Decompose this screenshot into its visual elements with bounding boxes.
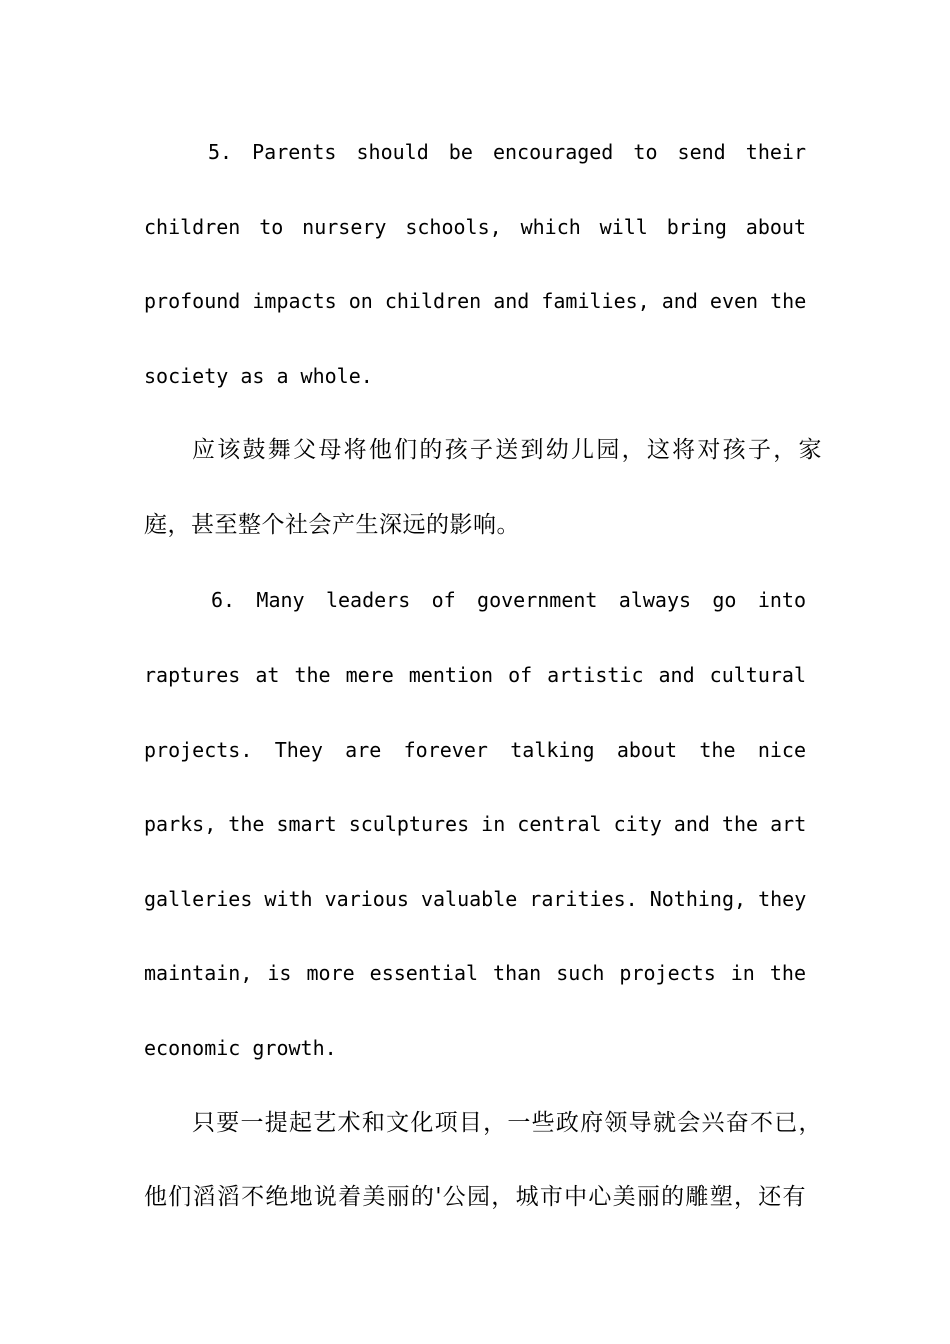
text-line: 应该鼓舞父母将他们的孩子送到幼儿园，这将对孩子，家 — [192, 437, 822, 463]
text-line: raptures at the mere mention of artistic and cultural — [144, 663, 806, 687]
text-line: maintain, is more essential than such projects in the — [144, 961, 806, 985]
text-line: projects. They are forever talking about the nice — [144, 738, 806, 762]
text-line: galleries with various valuable rarities. Nothing, they — [144, 887, 807, 911]
text-line: 6. Many leaders of government always go into — [211, 588, 806, 612]
text-line: 庭，甚至整个社会产生深远的影响。 — [144, 512, 520, 538]
text-line: society as a whole. — [144, 364, 373, 388]
text-line: 只要一提起艺术和文化项目，一些政府领导就会兴奋不已， — [192, 1110, 822, 1136]
text-line: economic growth. — [144, 1036, 337, 1060]
text-line: profound impacts on children and families, and even the — [144, 289, 807, 313]
text-line: children to nursery schools, which will bring about — [144, 215, 806, 239]
text-line: parks, the smart sculptures in central city and the art — [144, 812, 807, 836]
text-line: 他们滔滔不绝地说着美丽的'公园，城市中心美丽的雕塑，还有 — [144, 1184, 806, 1210]
text-line: 5. Parents should be encouraged to send their — [208, 140, 806, 164]
